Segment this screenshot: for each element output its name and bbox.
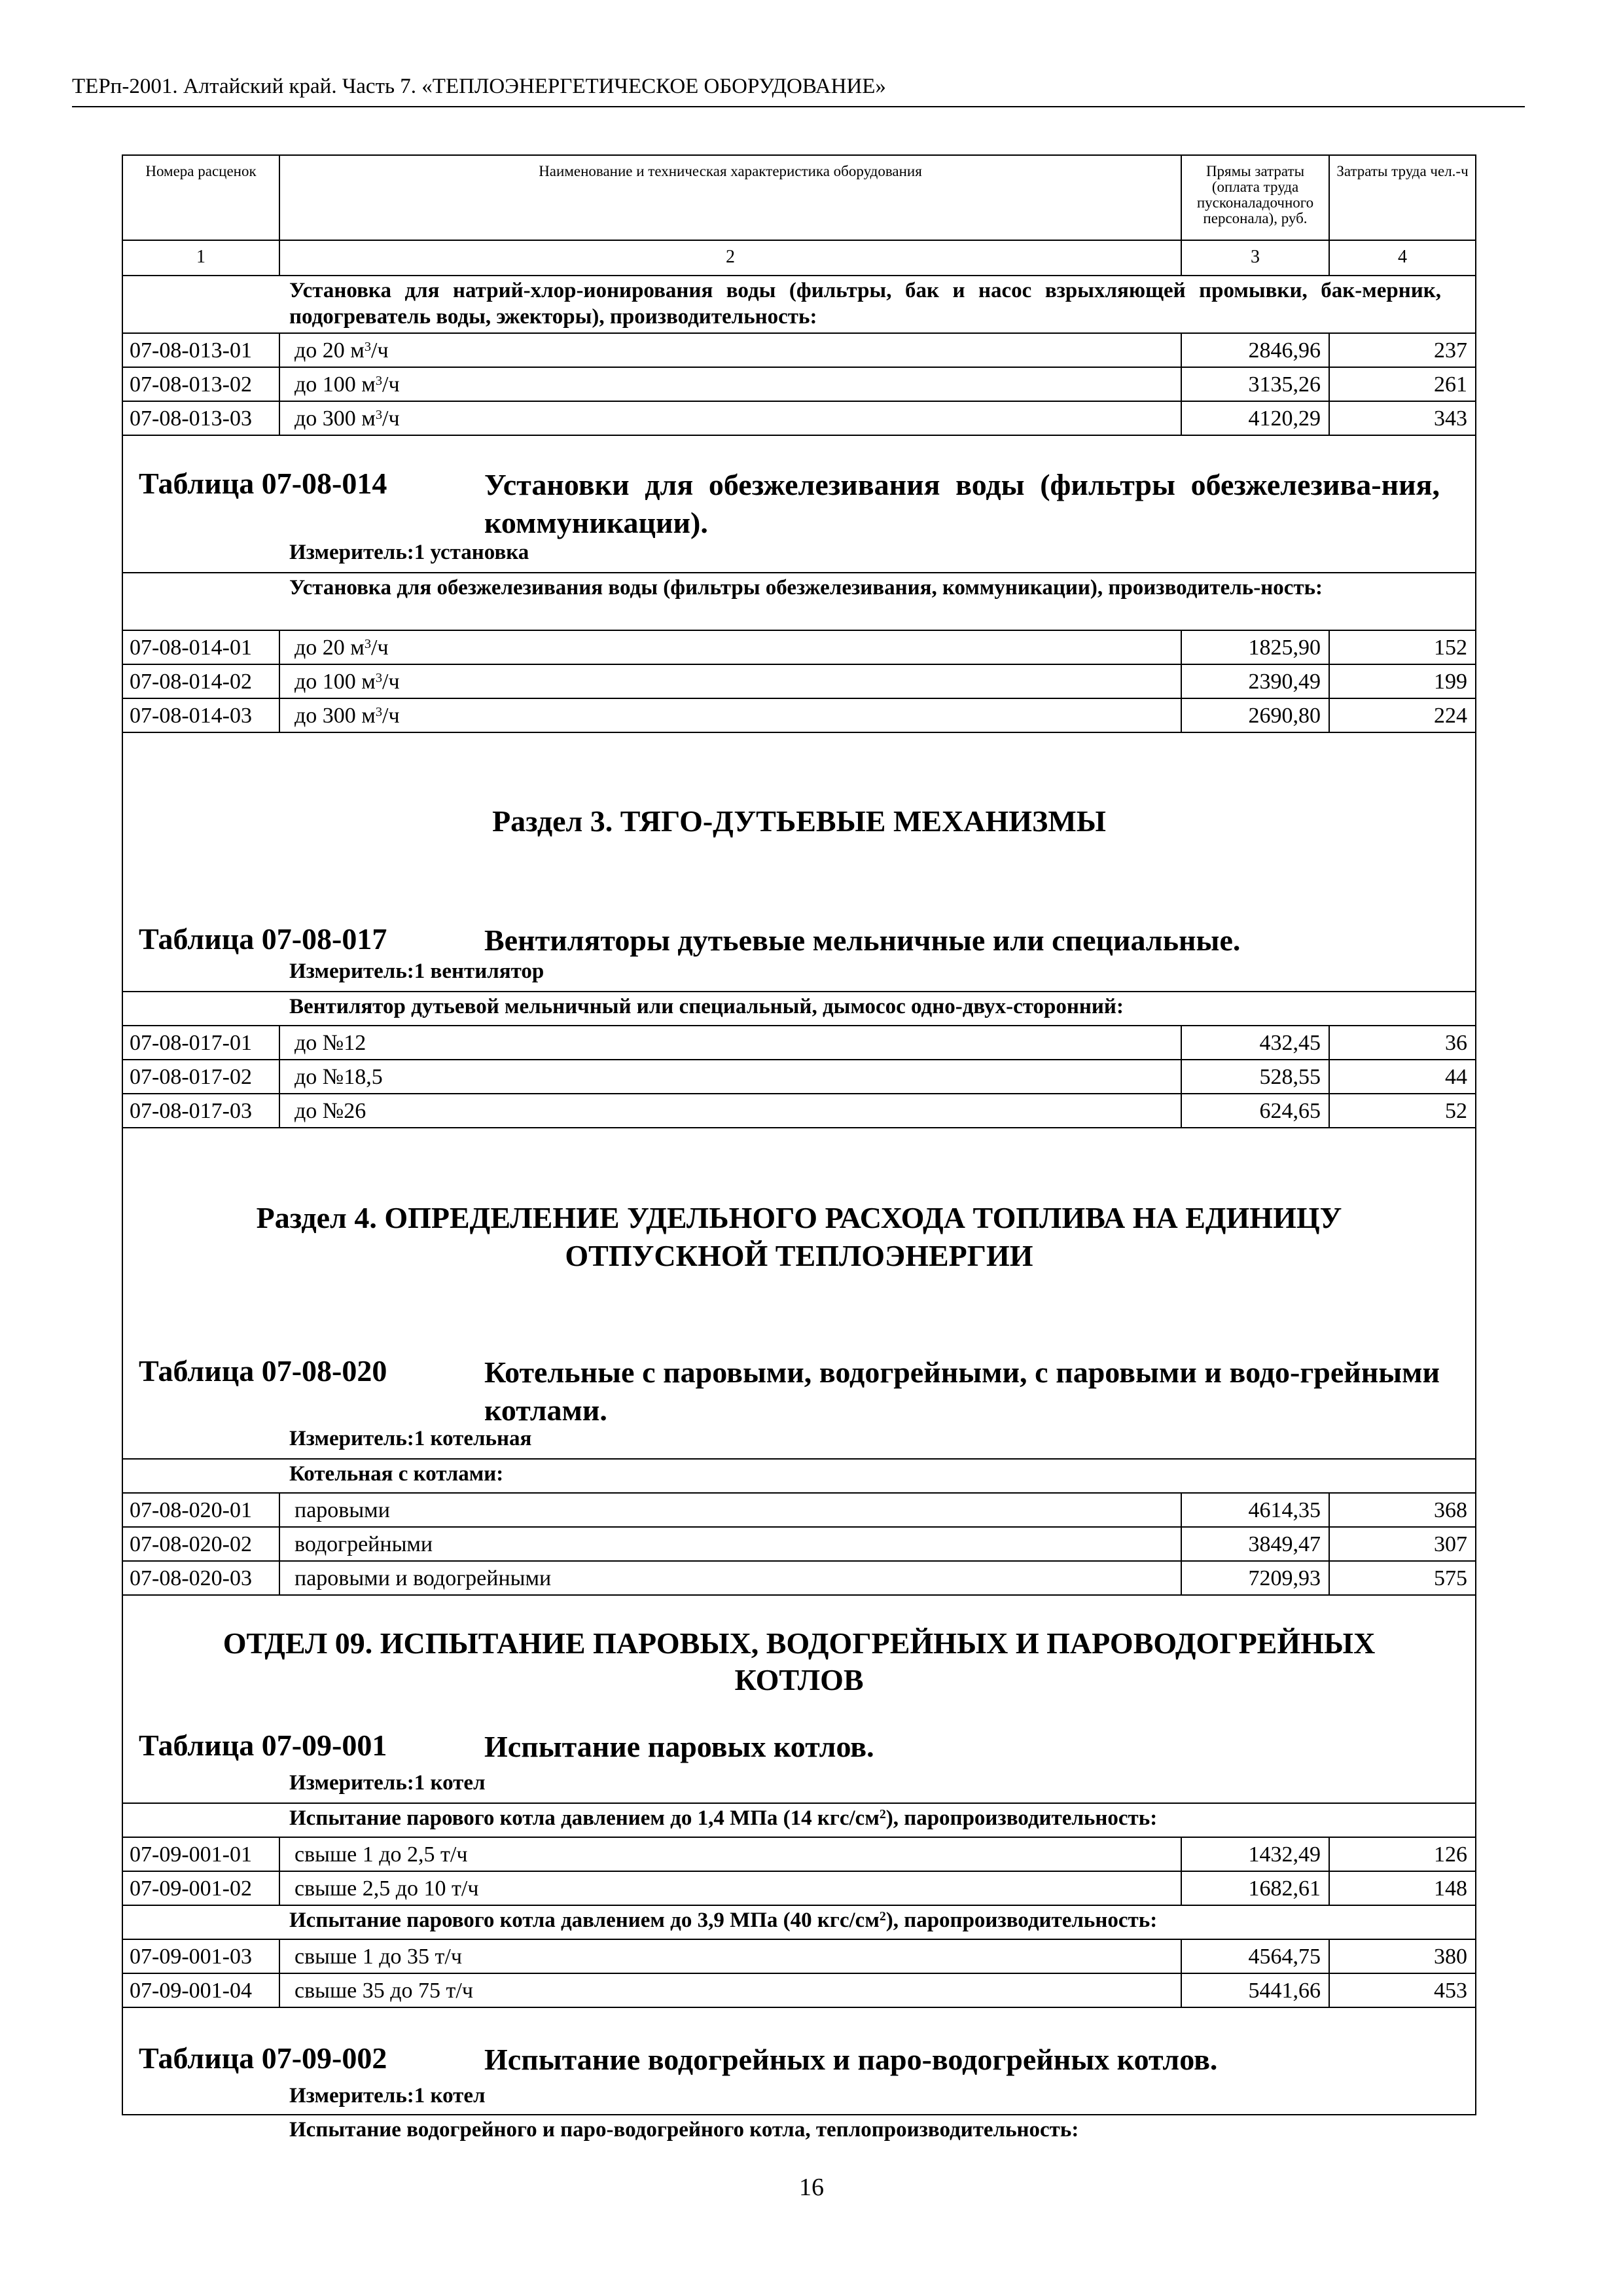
col-divider: [279, 332, 280, 367]
table-title-014: Установки для обезжелезивания воды (фильтры обезжелезива-ния, коммуникации).: [484, 468, 1440, 539]
col-divider: [1181, 1837, 1182, 1871]
row-description: свыше 1 до 35 т/ч: [294, 1945, 462, 1969]
col-divider: [279, 630, 280, 664]
row-code: 07-08-014-02: [130, 670, 252, 694]
row-cost: 624,65: [1259, 1099, 1321, 1123]
row-code: 07-08-020-02: [130, 1532, 252, 1556]
table-label-020: Таблица 07-08-020: [139, 1354, 387, 1388]
row-line: [122, 572, 1476, 573]
group-heading-013: Установка для натрий-хлор-ионирования воды (фильтры, бак и насос взрыхляющей промывки, бак-мерник, подогреватель воды, эжекторы), производительность:: [289, 279, 1441, 329]
header-rule: [72, 106, 1525, 107]
col-divider: [1329, 1492, 1330, 1526]
col-divider: [1329, 367, 1330, 401]
row-code: 07-09-001-01: [130, 1842, 252, 1867]
row-cost: 1432,49: [1248, 1842, 1321, 1867]
col-divider: [1329, 664, 1330, 698]
row-labor: 343: [1434, 406, 1467, 431]
row-code: 07-08-013-03: [130, 406, 252, 431]
row-description: до 100 $м^3/ч$: [294, 670, 400, 694]
col-divider: [1181, 367, 1182, 401]
col-divider: [1329, 1973, 1330, 2007]
measure-09-001: Измеритель:1 котел: [289, 1771, 486, 1795]
col-header-name: Наименование и техническая характеристика оборудования: [539, 163, 922, 179]
col-number-1: 1: [196, 247, 205, 267]
table-title-09-001: Испытание паровых котлов.: [484, 1730, 874, 1763]
col-divider: [1329, 698, 1330, 732]
row-line: [122, 435, 1476, 436]
row-labor: 453: [1434, 1979, 1467, 2003]
row-cost: 5441,66: [1248, 1979, 1321, 2003]
col-divider: [279, 1837, 280, 1871]
row-cost: 7209,93: [1248, 1566, 1321, 1590]
row-description: паровыми и водогрейными: [294, 1566, 552, 1590]
col-divider: [279, 1526, 280, 1560]
group-heading-014: Установка для обезжелезивания воды (фильтры обезжелезивания, коммуникации), производитель-ность:: [289, 576, 1323, 600]
row-cost: 4564,75: [1248, 1945, 1321, 1969]
col-divider: [1181, 1492, 1182, 1526]
row-code: 07-09-001-04: [130, 1979, 252, 2003]
row-cost: 4614,35: [1248, 1498, 1321, 1522]
col-divider: [1181, 698, 1182, 732]
row-line: [122, 991, 1476, 992]
col-divider: [279, 1871, 280, 1905]
row-description: до 100 $м^3/ч$: [294, 372, 400, 397]
section-4-title-line1: Раздел 4. ОПРЕДЕЛЕНИЕ УДЕЛЬНОГО РАСХОДА ТОПЛИВА НА ЕДИНИЦУ: [256, 1201, 1342, 1234]
group-heading-017: Вентилятор дутьевой мельничный или специальный, дымосос одно-двух-сторонний:: [289, 995, 1124, 1018]
row-cost: 2846,96: [1248, 338, 1321, 363]
row-code: 07-08-017-01: [130, 1031, 252, 1055]
row-code: 07-08-020-01: [130, 1498, 252, 1522]
col-divider: [279, 1093, 280, 1127]
measure-017: Измеритель:1 вентилятор: [289, 960, 544, 983]
group-heading-09-001-a: Испытание парового котла давлением до 1,4 МПа (14 кгс/$см^2$), паропроизводительность:: [289, 1806, 1158, 1830]
row-description: до №26: [294, 1099, 366, 1123]
row-line: [122, 275, 1476, 276]
col-divider: [1181, 1560, 1182, 1594]
row-code: 07-08-013-02: [130, 372, 252, 397]
col-divider: [279, 1025, 280, 1059]
section-4-title-line2: ОТПУСКНОЙ ТЕПЛОЭНЕРГИИ: [565, 1239, 1033, 1272]
row-labor: 307: [1434, 1532, 1467, 1556]
col-divider: [1329, 1560, 1330, 1594]
row-cost: 3849,47: [1248, 1532, 1321, 1556]
row-cost: 3135,26: [1248, 372, 1321, 397]
row-code: 07-08-013-01: [130, 338, 252, 363]
row-code: 07-08-014-01: [130, 636, 252, 660]
row-labor: 152: [1434, 636, 1467, 660]
dept-09-title-line2: КОТЛОВ: [734, 1663, 864, 1696]
col-number-3: 3: [1251, 247, 1260, 267]
row-description: до 300 $м^3/ч$: [294, 704, 400, 728]
row-line: [122, 2114, 1476, 2115]
row-code: 07-08-020-03: [130, 1566, 252, 1590]
row-labor: 224: [1434, 704, 1467, 728]
row-description: свыше 1 до 2,5 т/ч: [294, 1842, 468, 1867]
col-divider: [1329, 401, 1330, 435]
row-line: [122, 1905, 1476, 1906]
row-cost: 2690,80: [1248, 704, 1321, 728]
col-divider: [1329, 332, 1330, 367]
col-divider: [1181, 1973, 1182, 2007]
group-heading-09-002: Испытание водогрейного и паро-водогрейного котла, теплопроизводительность:: [289, 2118, 1079, 2142]
row-labor: 36: [1445, 1031, 1467, 1055]
group-heading-09-001-b: Испытание парового котла давлением до 3,9 МПа (40 кгс/$см^2$), паропроизводительность:: [289, 1909, 1158, 1932]
group-heading-020: Котельная с котлами:: [289, 1462, 504, 1486]
row-code: 07-09-001-02: [130, 1876, 252, 1901]
col-divider: [279, 1059, 280, 1093]
row-labor: 261: [1434, 372, 1467, 397]
row-description: до 300 $м^3/ч$: [294, 406, 400, 431]
page-number: 16: [799, 2174, 824, 2201]
row-description: свыше 35 до 75 т/ч: [294, 1979, 473, 2003]
row-code: 07-09-001-03: [130, 1945, 252, 1969]
col-header-codes: Номера расценок: [145, 163, 257, 179]
row-code: 07-08-017-03: [130, 1099, 252, 1123]
row-description: до 20 $м^3/ч$: [294, 636, 389, 660]
row-description: водогрейными: [294, 1532, 433, 1556]
row-cost: 2390,49: [1248, 670, 1321, 694]
col-divider: [1329, 1025, 1330, 1059]
table-title-09-002: Испытание водогрейных и паро-водогрейных котлов.: [484, 2043, 1218, 2076]
col-divider: [279, 1492, 280, 1526]
row-line: [122, 732, 1476, 733]
table-label-09-001: Таблица 07-09-001: [139, 1729, 387, 1762]
col-divider: [1329, 1871, 1330, 1905]
col-divider: [279, 1939, 280, 1973]
col-divider: [1329, 1837, 1330, 1871]
row-description: до №18,5: [294, 1065, 383, 1089]
section-3-title: Раздел 3. ТЯГО-ДУТЬЕВЫЕ МЕХАНИЗМЫ: [492, 804, 1106, 838]
row-labor: 52: [1445, 1099, 1467, 1123]
measure-020: Измеритель:1 котельная: [289, 1427, 532, 1450]
row-cost: 1682,61: [1248, 1876, 1321, 1901]
row-line: [122, 1594, 1476, 1596]
row-line: [122, 1803, 1476, 1804]
row-code: 07-08-014-03: [130, 704, 252, 728]
row-cost: 432,45: [1259, 1031, 1321, 1055]
table-label-09-002: Таблица 07-09-002: [139, 2041, 387, 2075]
col-divider: [1181, 1093, 1182, 1127]
col-divider: [1181, 630, 1182, 664]
col-divider: [1181, 1526, 1182, 1560]
row-description: паровыми: [294, 1498, 390, 1522]
measure-014: Измеритель:1 установка: [289, 541, 529, 564]
table-label-014: Таблица 07-08-014: [139, 467, 387, 500]
table-top-border: [122, 154, 1476, 156]
col-divider: [1181, 1871, 1182, 1905]
col-divider: [1329, 630, 1330, 664]
col-divider: [1181, 332, 1182, 367]
dept-09-title-line1: ОТДЕЛ 09. ИСПЫТАНИЕ ПАРОВЫХ, ВОДОГРЕЙНЫХ И ПАРОВОДОГРЕЙНЫХ: [223, 1626, 1376, 1660]
row-labor: 199: [1434, 670, 1467, 694]
col-divider: [279, 367, 280, 401]
col-header-cost: Прямы затраты (оплата труда пусконаладочного персонала), руб.: [1196, 163, 1314, 226]
row-labor: 148: [1434, 1876, 1467, 1901]
col-number-4: 4: [1398, 247, 1407, 267]
row-line: [122, 1458, 1476, 1460]
col-number-2: 2: [726, 247, 735, 267]
col-divider: [1329, 1093, 1330, 1127]
row-cost: 528,55: [1259, 1065, 1321, 1089]
col-divider: [279, 401, 280, 435]
col-divider: [279, 664, 280, 698]
row-description: до 20 $м^3/ч$: [294, 338, 389, 363]
col-divider: [1181, 1059, 1182, 1093]
col-divider: [279, 1560, 280, 1594]
row-line: [122, 1127, 1476, 1128]
col-divider: [1329, 1939, 1330, 1973]
table-title-020: Котельные с паровыми, водогрейными, с паровыми и водо-грейными котлами.: [484, 1355, 1440, 1427]
table-label-017: Таблица 07-08-017: [139, 922, 387, 956]
col-divider: [1329, 1526, 1330, 1560]
row-labor: 126: [1434, 1842, 1467, 1867]
col-divider: [1181, 664, 1182, 698]
page-header: ТЕРп-2001. Алтайский край. Часть 7. «ТЕПЛОЭНЕРГЕТИЧЕСКОЕ ОБОРУДОВАНИЕ»: [72, 75, 886, 98]
row-cost: 1825,90: [1248, 636, 1321, 660]
row-description: до №12: [294, 1031, 366, 1055]
col-divider: [1329, 1059, 1330, 1093]
col-divider: [1181, 401, 1182, 435]
row-description: свыше 2,5 до 10 т/ч: [294, 1876, 479, 1901]
row-labor: 237: [1434, 338, 1467, 363]
col-divider: [279, 698, 280, 732]
row-labor: 44: [1445, 1065, 1467, 1089]
row-code: 07-08-017-02: [130, 1065, 252, 1089]
col-header-labor: Затраты труда чел.-ч: [1336, 163, 1469, 179]
col-divider: [1181, 1939, 1182, 1973]
row-labor: 368: [1434, 1498, 1467, 1522]
table-title-017: Вентиляторы дутьевые мельничные или специальные.: [484, 924, 1241, 957]
col-divider: [279, 1973, 280, 2007]
measure-09-002: Измеритель:1 котел: [289, 2084, 486, 2108]
row-cost: 4120,29: [1248, 406, 1321, 431]
row-line: [122, 2007, 1476, 2008]
col-divider: [1181, 1025, 1182, 1059]
row-labor: 575: [1434, 1566, 1467, 1590]
row-labor: 380: [1434, 1945, 1467, 1969]
